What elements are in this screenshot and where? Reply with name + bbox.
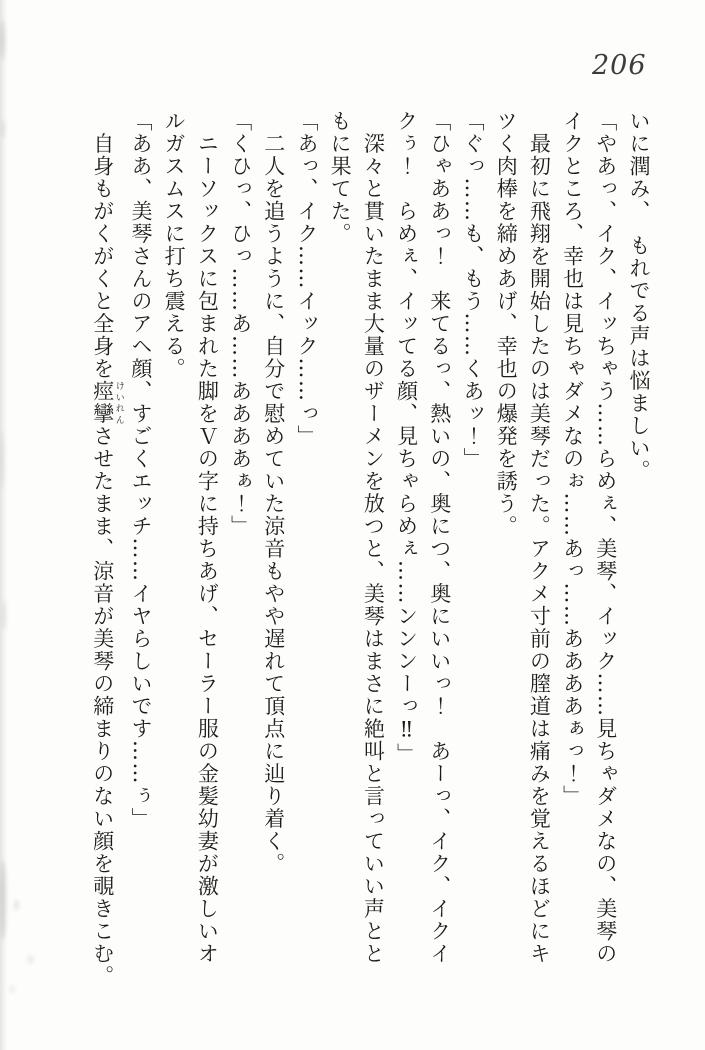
text-line: [86, 110, 124, 996]
text-line: ツく肉棒を締めあげ、幸也の爆発を誘う。: [494, 110, 519, 538]
body-text: [86, 110, 655, 996]
text-line: 「くひっ、ひっ……あ……ああああぁ！」: [228, 110, 253, 538]
scan-smudge: [28, 955, 33, 964]
ruby-base: 痙攣: [90, 380, 115, 425]
text-line: もに果てた。: [328, 110, 353, 245]
text-line: クぅ！ らめぇ、イッてる顔、見ちゃらめぇ……ンンンーっ‼」: [394, 110, 419, 766]
text-line: 「やあっ、イク、イッちゃう……らめぇ、美琴、イック……見ちゃダメなの、美琴の: [593, 110, 618, 965]
text-line: ルガスムスに打ち震える。: [162, 110, 187, 380]
page-number: 206: [592, 50, 647, 81]
text-line: 最初に飛翔を開始したのは美琴だった。アクメ寸前の膣道は痛みを覚えるほどにキ: [527, 110, 552, 965]
scan-smudge: [0, 430, 4, 490]
scan-smudge: [2, 600, 6, 630]
text-line: いに潤み、 もれでる声は悩ましい。: [627, 110, 651, 482]
scan-smudge: [1, 120, 5, 138]
text-line: ニーソックスに包まれた脚をＶの字に持ちあげ、セーラー服の金髪幼妻が激しいオ: [195, 110, 220, 965]
text-line: イクところ、幸也は見ちゃダメなのぉ……あっ……ああああぁっ！」: [560, 110, 585, 808]
text-line: 「ああ、美琴さんのアヘ顔、すごくエッチ……イヤらしいです……ぅ」: [128, 110, 153, 830]
text-line: 二人を追うように、自分で慰めていた涼音もやや遅れて頂点に辿り着く。: [261, 110, 286, 875]
scan-smudge: [0, 20, 5, 60]
scan-smudge: [10, 985, 14, 993]
text-line: 深々と貫いたまま大量のザーメンを放つと、美琴はまさに絶叫と言っていい声とと: [361, 110, 386, 965]
text-segment: させたまま、涼音が美琴の締まりのない顔を覗きこむ。: [90, 425, 115, 988]
text-line: 「ひゃああっ！ 来てるっ、熱いの、奥につ、奥にいいっ！ あーっ、イク、イクイ: [427, 110, 452, 965]
ruby-annotation: [90, 380, 124, 425]
ruby-text: けいれん: [113, 380, 124, 425]
scan-smudge: [14, 900, 19, 910]
text-line: 「ぐっ……も、もう……くあッ！」: [460, 110, 485, 470]
text-segment: 自身もがくがくと全身を: [90, 110, 115, 380]
text-line: 「あっ、イク……イック……っ」: [294, 110, 319, 448]
scan-smudge: [0, 860, 6, 940]
